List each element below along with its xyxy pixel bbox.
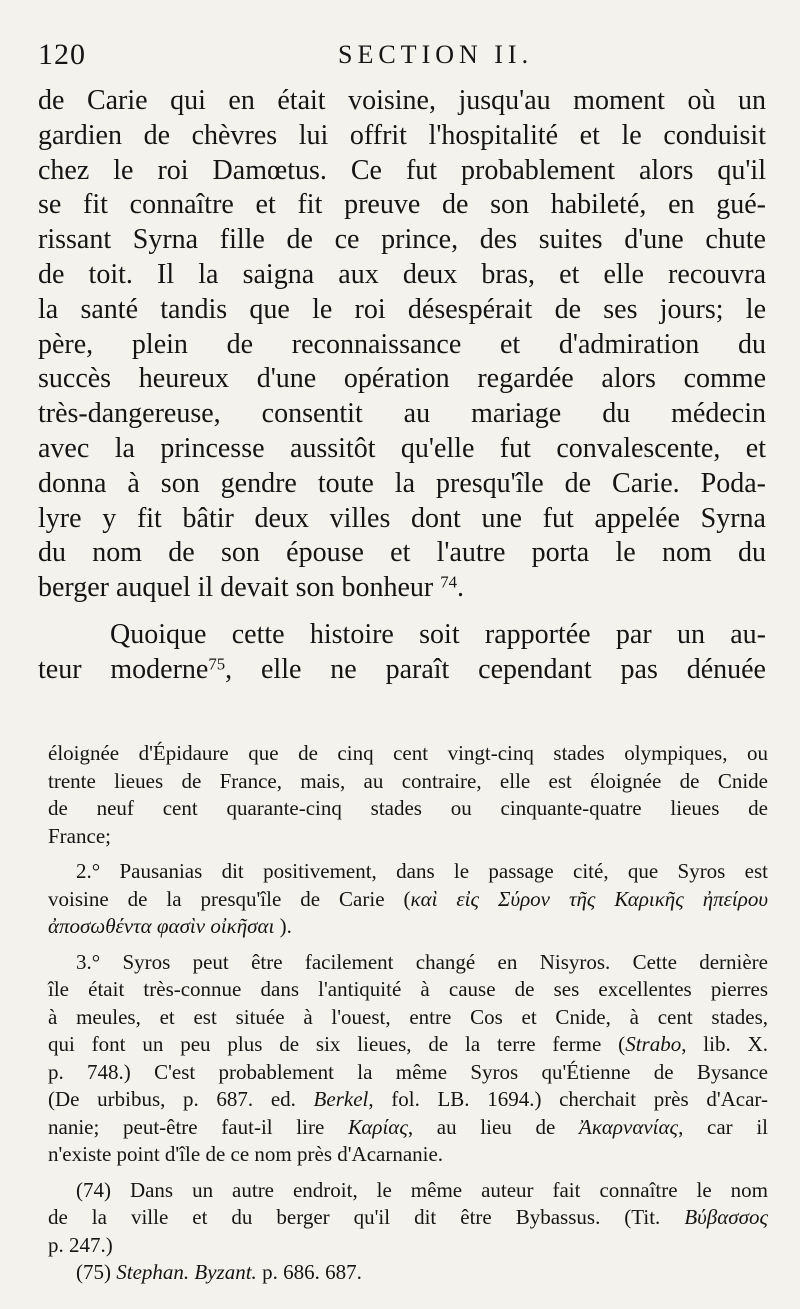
citation-source: Stephan. Byzant. xyxy=(116,1260,257,1284)
text-fragment: , lib. X. xyxy=(681,1032,768,1056)
note-line xyxy=(48,1114,768,1142)
text-line: avec la princesse aussitôt qu'elle fut convalescente, et xyxy=(38,432,766,464)
text-fragment: voisine de la presqu'île de Carie ( xyxy=(48,886,411,911)
greek-word: Καρίας xyxy=(347,1114,408,1139)
note-line xyxy=(48,913,768,941)
note-line: éloignée d'Épidaure que de cinq cent vingt-cinq stades olympiques, ou xyxy=(48,741,768,765)
text-fragment: p. 686. 687. xyxy=(256,1260,362,1284)
note-line xyxy=(48,886,768,914)
text-line xyxy=(38,653,766,688)
text-line: rissant Syrna fille de ce prince, des suites d'une chute xyxy=(38,224,766,256)
text-line: de toit. Il la saigna aux deux bras, et elle recouvra xyxy=(38,258,766,290)
text-line: chez le roi Damœtus. Ce fut probablement alors qu'il xyxy=(38,154,766,186)
greek-word: Ἀκαρνανίας xyxy=(579,1114,679,1139)
citation-author: Strabo xyxy=(625,1032,682,1056)
text-fragment: , car il xyxy=(678,1114,768,1139)
paragraph-start-line: Quoique cette histoire soit rapportée par un au- xyxy=(110,618,766,650)
text-line: du nom de son épouse et l'autre porta le nom du xyxy=(38,537,766,569)
text-line: lyre y fit bâtir deux villes dont une fut appelée Syrna xyxy=(38,502,766,534)
note-line: de neuf cent quarante-cinq stades ou cinquante-quatre lieues de xyxy=(48,796,768,820)
note-line xyxy=(48,1031,768,1059)
greek-word: Βύβασσος xyxy=(684,1205,768,1229)
footnote-ref-74[interactable]: 74 xyxy=(440,572,458,592)
footnote-75 xyxy=(48,1259,768,1287)
text-fragment: qui font un peu plus de six lieues, de la terre ferme ( xyxy=(48,1032,626,1056)
text-fragment: de la ville et du berger qu'il dit être Bybassus. (Tit. xyxy=(48,1205,685,1229)
text-line: la santé tandis que le roi désespérait de ses jours; le xyxy=(38,293,766,325)
text-line: père, plein de reconnaissance et d'admiration du xyxy=(38,328,766,360)
text-fragment: berger auquel il devait son bonheur xyxy=(38,572,434,604)
note-line: France; xyxy=(48,823,111,848)
greek-quote: ἀποσωθέντα φασὶν οἰκῆσαι xyxy=(48,914,275,938)
text-line: succès heureux d'une opération regardée alors comme xyxy=(38,363,766,395)
footnote-ref-75[interactable]: 75 xyxy=(208,654,226,674)
text-line: très-dangereuse, consentit au mariage du médecin xyxy=(38,398,766,430)
text-fragment: teur moderne xyxy=(38,653,209,685)
text-fragment: , au lieu de xyxy=(407,1114,579,1139)
note-line xyxy=(48,1204,768,1232)
text-fragment: , elle ne paraît cependant pas dénuée xyxy=(225,653,766,685)
text-line: donna à son gendre toute la presqu'île de Carie. Poda- xyxy=(38,467,766,499)
text-line xyxy=(38,571,766,606)
text-fragment: nanie; peut-être faut-il lire xyxy=(48,1114,348,1139)
note-line: 3.° Syros peut être facilement changé en Nisyros. Cette dernière xyxy=(76,949,768,974)
note-line: à meules, et est située à l'ouest, entre Cos et Cnide, à cent stades, xyxy=(48,1004,768,1029)
footnotes xyxy=(48,740,768,1287)
running-title: SECTION II. xyxy=(338,40,534,69)
text-fragment: , fol. LB. 1694.) cherchait près d'Acar- xyxy=(368,1087,768,1111)
citation-editor: Berkel xyxy=(313,1087,369,1111)
note-line: trente lieues de France, mais, au contraire, elle est éloignée de Cnide xyxy=(48,768,768,793)
text-fragment: ). xyxy=(279,914,292,938)
main-text xyxy=(38,84,766,688)
page-header xyxy=(38,34,768,78)
note-line: 2.° Pausanias dit positivement, dans le passage cité, que Syros est xyxy=(76,859,768,883)
greek-quote: καὶ εἰς Σύρον τῆς Καρικῆς ἠπείρου xyxy=(410,886,768,911)
text-fragment: (75) xyxy=(76,1260,117,1284)
text-line: de Carie qui en était voisine, jusqu'au moment où un xyxy=(38,85,766,116)
footnote-74: (74) Dans un autre endroit, le même auteur fait connaître le nom xyxy=(76,1177,768,1202)
text-line: gardien de chèvres lui offrit l'hospitalité et le conduisit xyxy=(38,119,766,151)
note-line: île était très-connue dans l'antiquité à cause de ses excellentes pierres xyxy=(48,977,768,1001)
note-line: p. 748.) C'est probablement la même Syros qu'Étienne de Bysance xyxy=(48,1059,768,1084)
text-line: se fit connaître et fit preuve de son habileté, en gué- xyxy=(38,189,766,221)
text-fragment: (De urbibus, p. 687. ed. xyxy=(48,1087,314,1111)
page-number: 120 xyxy=(38,38,86,71)
note-line: n'existe point d'île de ce nom près d'Acarnanie. xyxy=(48,1142,444,1166)
text-fragment: . xyxy=(457,572,465,604)
note-line xyxy=(48,1086,768,1114)
note-line: p. 247.) xyxy=(48,1232,113,1257)
